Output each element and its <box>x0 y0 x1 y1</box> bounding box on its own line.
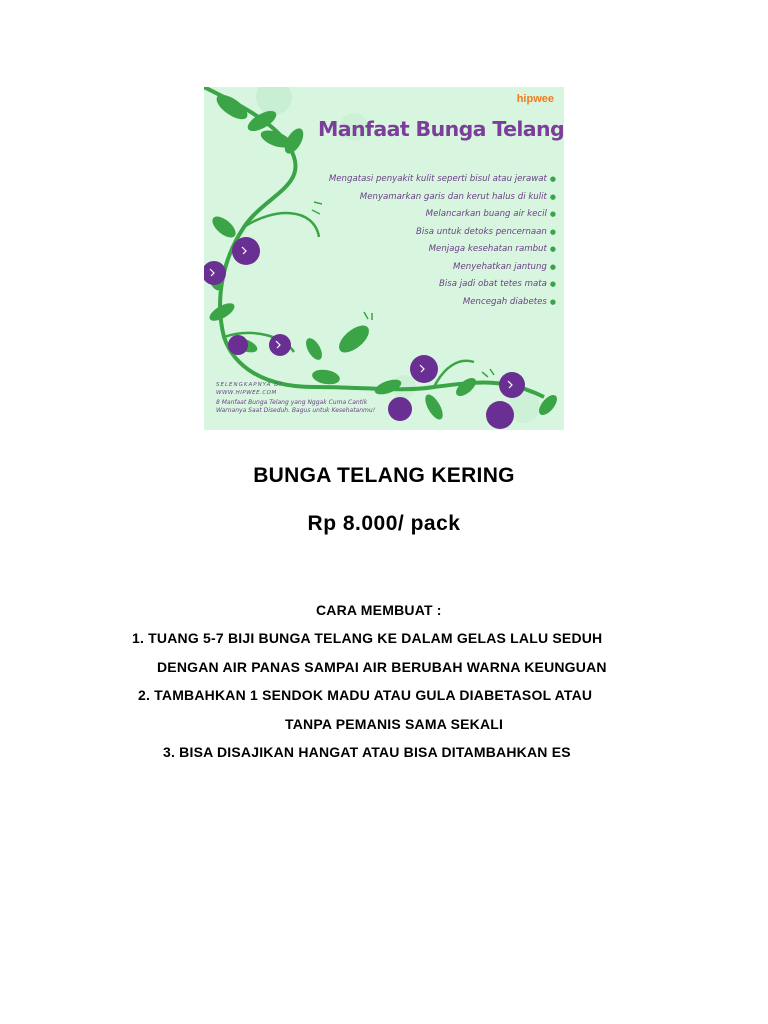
leaf-icon: ● <box>549 175 556 183</box>
credit-caption: 8 Manfaat Bunga Telang yang Nggak Cuma Cantik Warnanya Saat Diseduh. Bagus untuk Kesehatanmu! <box>216 399 376 414</box>
how-to-heading: CARA MEMBUAT : <box>316 602 442 618</box>
leaf-icon: ● <box>549 192 556 201</box>
benefits-list <box>329 171 556 311</box>
benefit-item: Bisa jadi obat tetes mata ● <box>439 279 556 289</box>
leaf-icon: ● <box>549 262 556 271</box>
infographic-image <box>204 87 564 430</box>
product-price: Rp 8.000/ pack <box>307 512 461 535</box>
benefit-item: Mengatasi penyakit kulit seperti bisul atau jerawat ● <box>328 174 556 184</box>
infographic-title: Manfaat Bunga Telang <box>318 117 564 141</box>
step-3-line-1: 3. BISA DISAJIKAN HANGAT ATAU BISA DITAMBAHKAN ES <box>163 744 571 760</box>
leaf-icon: ● <box>549 245 556 253</box>
credit-url: WWW.HIPWEE.COM <box>216 390 277 396</box>
leaf-icon: ● <box>549 227 556 236</box>
benefit-item: Bisa untuk detoks pencernaan ● <box>415 226 556 237</box>
benefit-item: Mencegah diabetes ● <box>462 296 556 307</box>
step-2-line-1: 2. TAMBAHKAN 1 SENDOK MADU ATAU GULA DIABETASOL ATAU <box>138 687 593 703</box>
benefit-item: Melancarkan buang air kecil ● <box>425 209 556 219</box>
brand-logo: hipwee <box>516 93 554 105</box>
step-2-line-2: TANPA PEMANIS SAMA SEKALI <box>285 716 504 732</box>
product-title: BUNGA TELANG KERING <box>253 464 515 487</box>
step-1-line-1: 1. TUANG 5-7 BIJI BUNGA TELANG KE DALAM GELAS LALU SEDUH <box>132 630 603 646</box>
benefit-item: Menyamarkan garis dan kerut halus di kulit ● <box>359 191 556 202</box>
benefit-item: Menjaga kesehatan rambut ● <box>428 244 556 254</box>
benefit-item: Menyehatkan jantung ● <box>453 261 556 272</box>
leaf-icon: ● <box>549 280 556 288</box>
leaf-icon: ● <box>549 210 556 218</box>
leaf-icon: ● <box>549 297 556 306</box>
infographic-credit <box>216 381 386 415</box>
step-1-line-2: DENGAN AIR PANAS SAMPAI AIR BERUBAH WARNA KEUNGUAN <box>157 659 607 675</box>
credit-line-1: SELENGKAPNYA DI <box>216 382 282 388</box>
